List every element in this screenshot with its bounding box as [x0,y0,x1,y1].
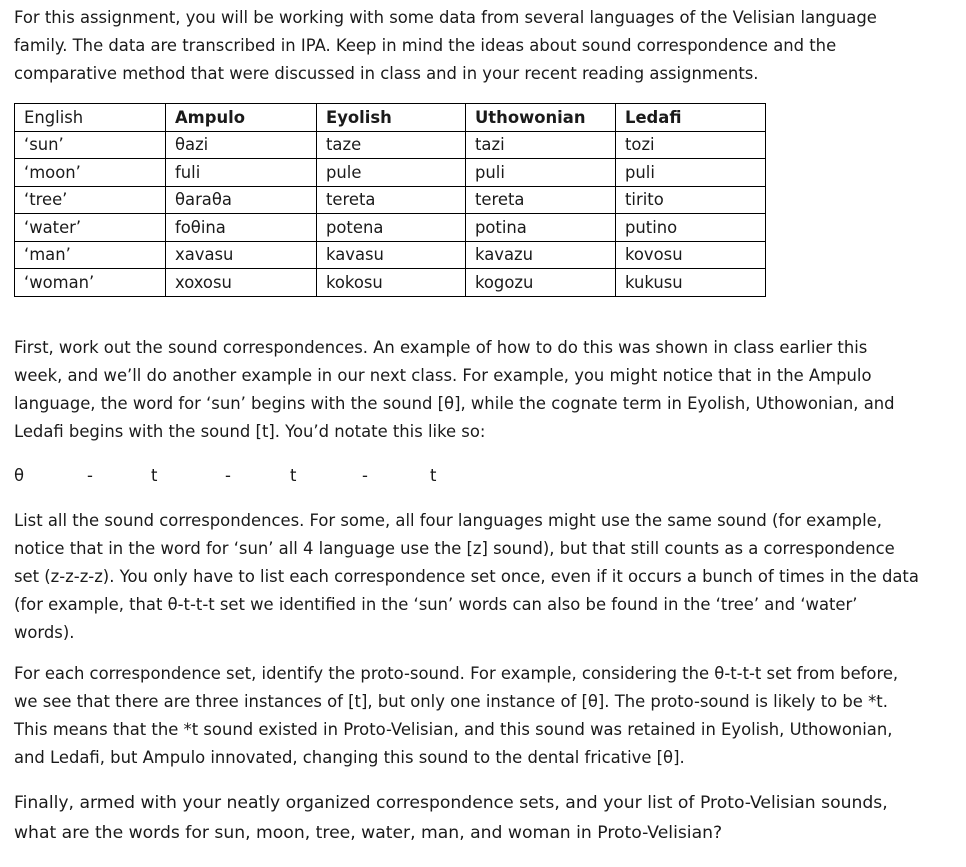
table-cell: pule [317,159,466,187]
table-cell: ‘water’ [15,214,166,242]
table-row [15,214,766,242]
header-ledafi: Ledafi [616,104,766,132]
notation-dash: - [225,466,231,485]
table-cell: tirito [616,186,766,214]
final-paragraph: Finally, armed with your neatly organized correspondence sets, and your list of Proto-Velisian sounds, what are the words for sun, moon, tree, water, man, and woman in Proto-Velisian? [14,793,888,843]
table-cell: θazi [166,131,317,159]
table-cell: ‘man’ [15,241,166,269]
table-cell: tazi [466,131,616,159]
table-cell: taze [317,131,466,159]
table-cell: tozi [616,131,766,159]
language-data-table [14,103,766,297]
first-paragraph: First, work out the sound correspondences. An example of how to do this was shown in class earlier this week, and we’ll do another example in our next class. For example, you might notice that in the Ampulo language, the word for ‘sun’ begins with the sound [θ], while the cognate term in Eyolish, Uthowonian, and Ledafi begins with the sound [t]. You’d notate this like so: [14,338,895,441]
table-cell: kukusu [616,269,766,297]
table-row [15,269,766,297]
table-cell: puli [466,159,616,187]
notation-sound-ledafi: t [430,466,437,485]
table-cell: fuli [166,159,317,187]
table-cell: ‘sun’ [15,131,166,159]
table-row [15,241,766,269]
intro-paragraph: For this assignment, you will be working with some data from several languages of the Velisian language family. The data are transcribed in IPA. Keep in mind the ideas about sound correspondence and the comparative method that were discussed in class and in your recent reading assignments. [14,8,877,83]
table-cell: putino [616,214,766,242]
table-row [15,159,766,187]
notation-sound-uthowonian: t [290,466,297,485]
table-row [15,186,766,214]
table-cell: potena [317,214,466,242]
notation-sound-ampulo: θ [14,466,25,485]
proto-paragraph: For each correspondence set, identify the proto-sound. For example, considering the θ-t-t-t set from before, we see that there are three instances of [t], but only one instance of [θ]. The proto-sound is likely to be *t. This means that the *t sound existed in Proto-Velisian, and this sound was retained in Eyolish, Uthowonian, and Ledafi, but Ampulo innovated, changing this sound to the dental fricative [θ]. [14,664,899,767]
table-cell: kovosu [616,241,766,269]
table-cell: kavasu [317,241,466,269]
table-cell: foθina [166,214,317,242]
table-cell: tereta [466,186,616,214]
table-cell: kavazu [466,241,616,269]
notation-dash: - [87,466,93,485]
header-english: English [15,104,166,132]
header-uthowonian: Uthowonian [466,104,616,132]
table-cell: ‘moon’ [15,159,166,187]
table-row [15,131,766,159]
table-cell: ‘tree’ [15,186,166,214]
notation-sound-eyolish: t [151,466,158,485]
table-cell: kogozu [466,269,616,297]
table-cell: kokosu [317,269,466,297]
notation-dash: - [362,466,368,485]
table-cell: potina [466,214,616,242]
table-header-row [15,104,766,132]
table-cell: xoxosu [166,269,317,297]
header-ampulo: Ampulo [166,104,317,132]
table-cell: ‘woman’ [15,269,166,297]
header-eyolish: Eyolish [317,104,466,132]
table-cell: puli [616,159,766,187]
table-cell: xavasu [166,241,317,269]
list-paragraph: List all the sound correspondences. For some, all four languages might use the same sound (for example, notice that in the word for ‘sun’ all 4 language use the [z] sound), but that still counts as a correspondence set (z-z-z-z). You only have to list each correspondence set once, even if it occurs a bunch of times in the data (for example, that θ-t-t-t set we identified in the ‘sun’ words can also be found in the ‘tree’ and ‘water’ words). [14,511,919,642]
table-cell: θaraθa [166,186,317,214]
table-cell: tereta [317,186,466,214]
